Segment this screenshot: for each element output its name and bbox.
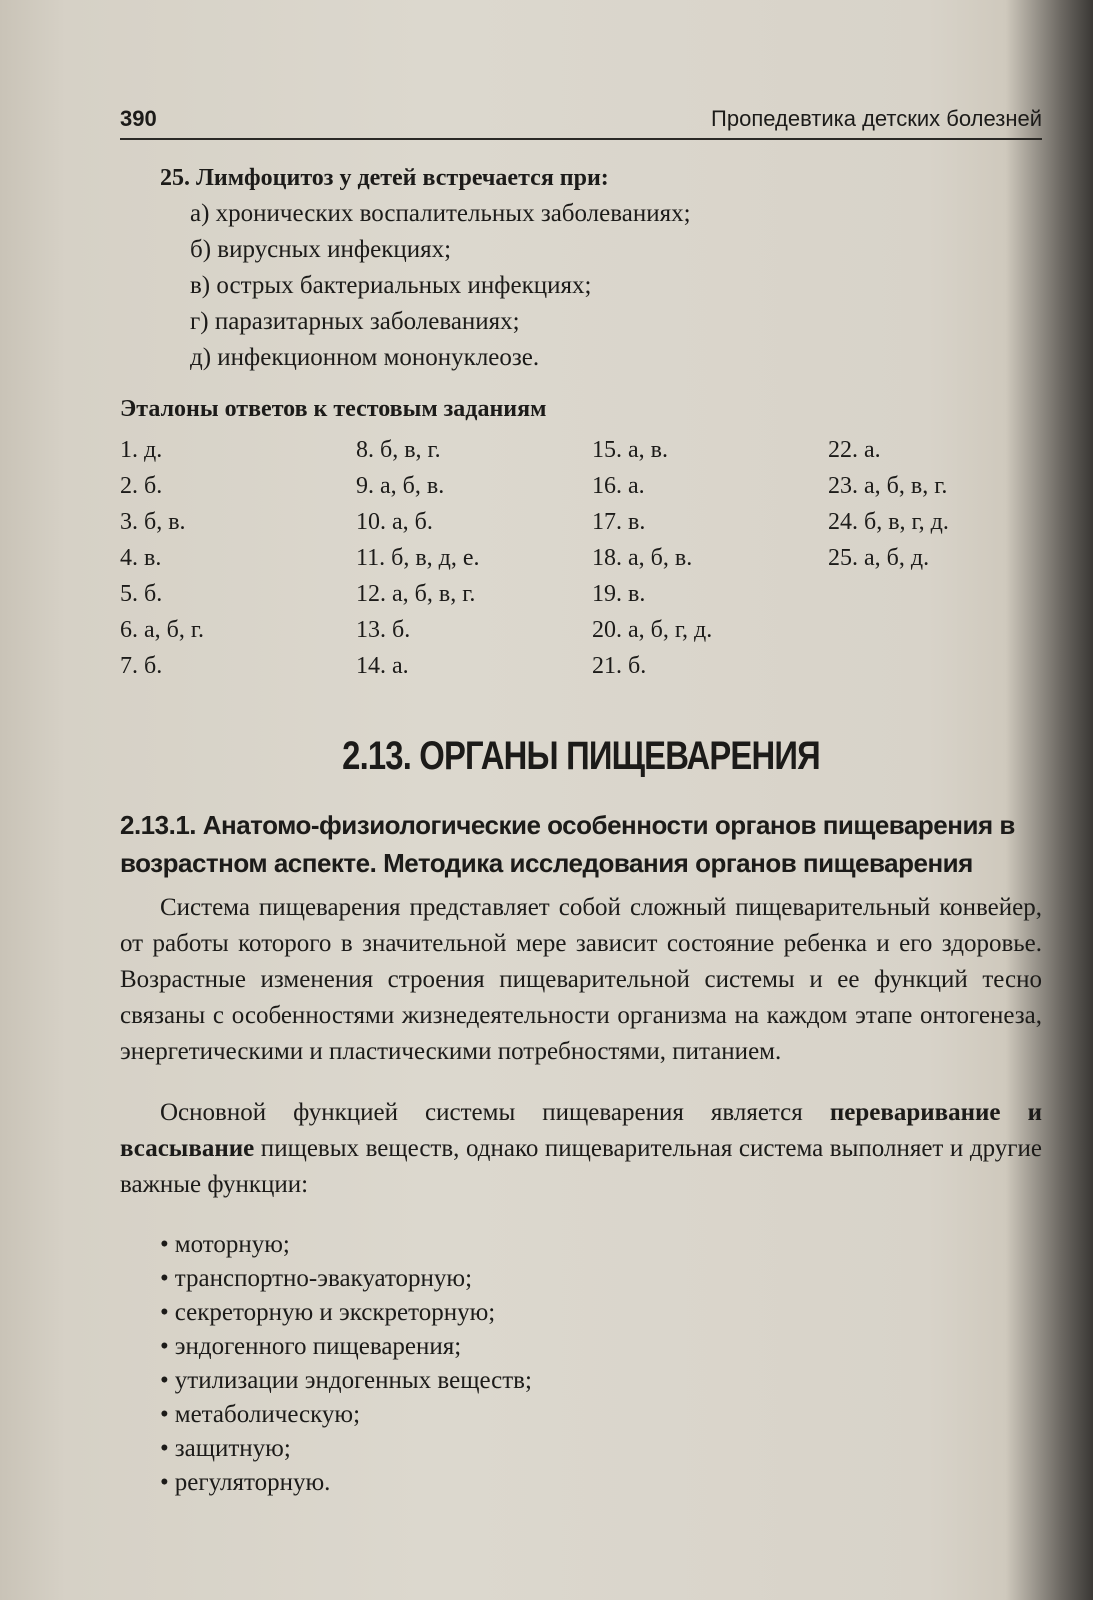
answer-key-item: 22. а. <box>828 437 881 463</box>
answer-key-item: 10. а, б. <box>356 509 433 535</box>
answer-key-grid <box>120 432 1042 684</box>
answer-key-item: 2. б. <box>120 473 163 499</box>
functions-list <box>160 1228 1042 1500</box>
body-paragraph <box>120 1095 1042 1203</box>
answer-key-item: 6. а, б, г. <box>120 617 204 643</box>
answer-key-item: 3. б, в. <box>120 509 186 535</box>
answer-option: д) инфекционном мононуклеозе. <box>190 344 540 371</box>
answer-key-item: 18. а, б, в. <box>592 545 693 571</box>
answer-key-item: 13. б. <box>356 617 411 643</box>
answer-option: б) вирусных инфекциях; <box>190 236 452 263</box>
answer-key-item: 15. а, в. <box>592 437 668 463</box>
list-item: • моторную; <box>160 1228 1042 1262</box>
list-item: • метаболическую; <box>160 1398 1042 1432</box>
answer-key-item: 1. д. <box>120 437 163 463</box>
answer-key-item: 21. б. <box>592 653 647 679</box>
answer-key-column <box>120 432 356 684</box>
answer-key-item: 25. а, б, д. <box>828 545 930 571</box>
answer-option: г) паразитарных заболеваниях; <box>190 308 520 335</box>
answer-key-item: 7. б. <box>120 653 163 679</box>
list-item: • утилизации эндогенных веществ; <box>160 1364 1042 1398</box>
answer-key-item: 9. а, б, в. <box>356 473 445 499</box>
list-item: • транспортно-эвакуаторную; <box>160 1262 1042 1296</box>
answer-key-item: 20. а, б, г, д. <box>592 617 713 643</box>
list-item: • защитную; <box>160 1432 1042 1466</box>
subsection-title: 2.13.1. Анатомо-физиологические особенности органов пищеварения в возрастном аспекте. Методика исследования органов пищеварения <box>120 810 1015 878</box>
answer-key-item: 12. а, б, в, г. <box>356 581 476 607</box>
answer-key-item: 16. а. <box>592 473 645 499</box>
answer-key-item: 19. в. <box>592 581 646 607</box>
section-title: 2.13. ОРГАНЫ ПИЩЕВАРЕНИЯ <box>342 734 820 778</box>
list-item: • секреторную и экскреторную; <box>160 1296 1042 1330</box>
answer-key-item: 24. б, в, г, д. <box>828 509 949 535</box>
answer-key-item: 14. а. <box>356 653 409 679</box>
answer-option: в) острых бактериальных инфекциях; <box>190 272 592 299</box>
paragraph-text: Основной функцией системы пищеварения является <box>160 1099 830 1126</box>
page-header <box>120 104 1042 140</box>
answer-key-item: 11. б, в, д, е. <box>356 545 480 571</box>
answer-key-item: 17. в. <box>592 509 646 535</box>
bold-term: переваривание и всасывание <box>120 1099 1042 1162</box>
page-number: 390 <box>120 106 157 131</box>
list-item: • эндогенного пищеварения; <box>160 1330 1042 1364</box>
answer-key-column <box>828 432 1042 684</box>
answer-option: а) хронических воспалительных заболеваниях; <box>190 200 691 227</box>
answer-key-item: 4. в. <box>120 545 162 571</box>
running-title: Пропедевтика детских болезней <box>711 106 1042 131</box>
answers-heading: Эталоны ответов к тестовым заданиям <box>120 396 547 422</box>
answer-key-column <box>356 432 592 684</box>
body-paragraph: Система пищеварения представляет собой сложный пищеварительный конвейер, от работы которого в значительной мере зависит состояние ребенка и его здоровье. Возрастные изменения строения пищеварительной системы и ее функций тесно связаны с особенностями жизнедеятельности организма на каждом этапе онтогенеза, энергетическими и пластическими потребностями, питанием. <box>120 894 1042 1065</box>
list-item: • регуляторную. <box>160 1466 1042 1500</box>
question-title: 25. Лимфоцитоз у детей встречается при: <box>160 165 609 191</box>
paragraph-text: пищевых веществ, однако пищеварительная система выполняет и другие важные функции: <box>120 1135 1042 1198</box>
answer-key-item: 5. б. <box>120 581 163 607</box>
page-content <box>120 160 1042 1500</box>
answer-key-item: 23. а, б, в, г. <box>828 473 948 499</box>
answer-key-item: 8. б, в, г. <box>356 437 441 463</box>
answer-key-column <box>592 432 828 684</box>
